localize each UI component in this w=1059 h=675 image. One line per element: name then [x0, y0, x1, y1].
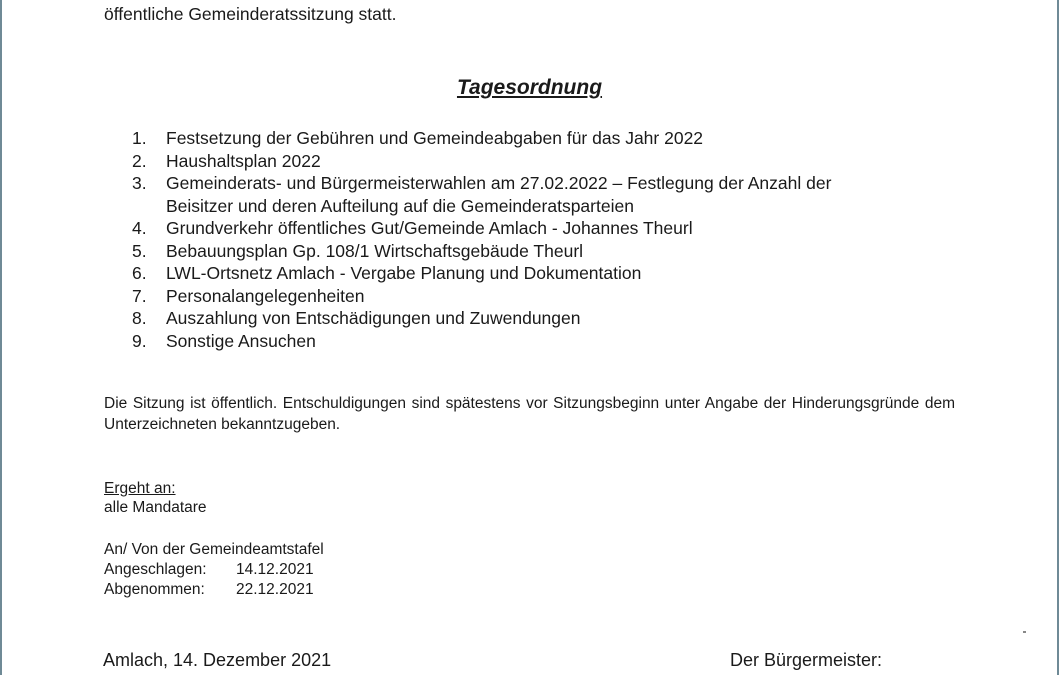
- place-and-date: Amlach, 14. Dezember 2021: [103, 650, 332, 670]
- agenda-item-text: Personalangelegenheiten: [166, 285, 365, 306]
- agenda-item-text: Festsetzung der Gebühren und Gemeindeabgaben für das Jahr 2022: [166, 128, 704, 148]
- agenda-item-text: Auszahlung von Entschädigungen und Zuwendungen: [166, 308, 581, 328]
- agenda-item: [132, 150, 831, 173]
- agenda-item-number: 8.: [132, 308, 147, 328]
- agenda-item-number: 2.: [132, 150, 147, 171]
- agenda-item-number: 7.: [132, 285, 147, 306]
- agenda-item: [132, 285, 831, 308]
- agenda-item-number: 1.: [132, 128, 147, 148]
- agenda-item-text: LWL-Ortsnetz Amlach - Vergabe Planung und Dokumentation: [166, 263, 642, 283]
- agenda-item-text: Bebauungsplan Gp. 108/1 Wirtschaftsgebäude Theurl: [166, 240, 584, 261]
- agenda-item-number: 3.: [132, 173, 147, 193]
- agenda-item: [132, 262, 831, 285]
- agenda-item: [132, 217, 831, 240]
- agenda-item: [132, 307, 831, 330]
- distribution-label: Ergeht an:: [104, 480, 176, 497]
- signatory-title: Der Bürgermeister:: [730, 650, 883, 670]
- agenda-item-text: Grundverkehr öffentliches Gut/Gemeinde Amlach - Johannes Theurl: [166, 218, 693, 238]
- distribution-recipients: alle Mandatare: [104, 499, 207, 516]
- agenda-item: [132, 240, 831, 263]
- removed-row: [104, 581, 314, 599]
- agenda-item: [132, 330, 831, 353]
- page-border-left: [0, 0, 2, 675]
- agenda-heading-text: Tagesordnung: [456, 76, 603, 99]
- agenda-item-text-continued: Beisitzer und deren Aufteilung auf die Gemeinderatsparteien: [166, 195, 634, 216]
- removed-date: 22.12.2021: [236, 581, 314, 598]
- agenda-item-text: Sonstige Ansuchen: [166, 330, 316, 351]
- agenda-item-text: Haushaltsplan 2022: [166, 150, 321, 171]
- posted-row: [104, 561, 314, 579]
- agenda-list: [132, 127, 831, 352]
- posted-date: 14.12.2021: [236, 561, 314, 578]
- attendance-note: Die Sitzung ist öffentlich. Entschuldigungen sind spätestens vor Sitzungsbeginn unter Angabe der Hinderungsgründe dem Unterzeichneten bekanntzugeben.: [104, 395, 955, 433]
- agenda-item-number: 6.: [132, 263, 147, 283]
- removed-label: Abgenommen:: [104, 581, 205, 598]
- intro-line: öffentliche Gemeinderatssitzung statt.: [104, 4, 397, 24]
- agenda-heading: [0, 76, 1059, 100]
- agenda-item-number: 5.: [132, 240, 147, 261]
- agenda-item: [132, 172, 831, 217]
- agenda-item: [132, 127, 831, 150]
- agenda-item-number: 4.: [132, 218, 147, 238]
- notice-board-title: An/ Von der Gemeindeamtstafel: [104, 541, 324, 558]
- posted-label: Angeschlagen:: [104, 561, 207, 578]
- scan-speck: [1023, 631, 1026, 633]
- agenda-item-number: 9.: [132, 330, 147, 351]
- agenda-item-text: Gemeinderats- und Bürgermeisterwahlen am 27.02.2022 – Festlegung der Anzahl der: [166, 173, 832, 193]
